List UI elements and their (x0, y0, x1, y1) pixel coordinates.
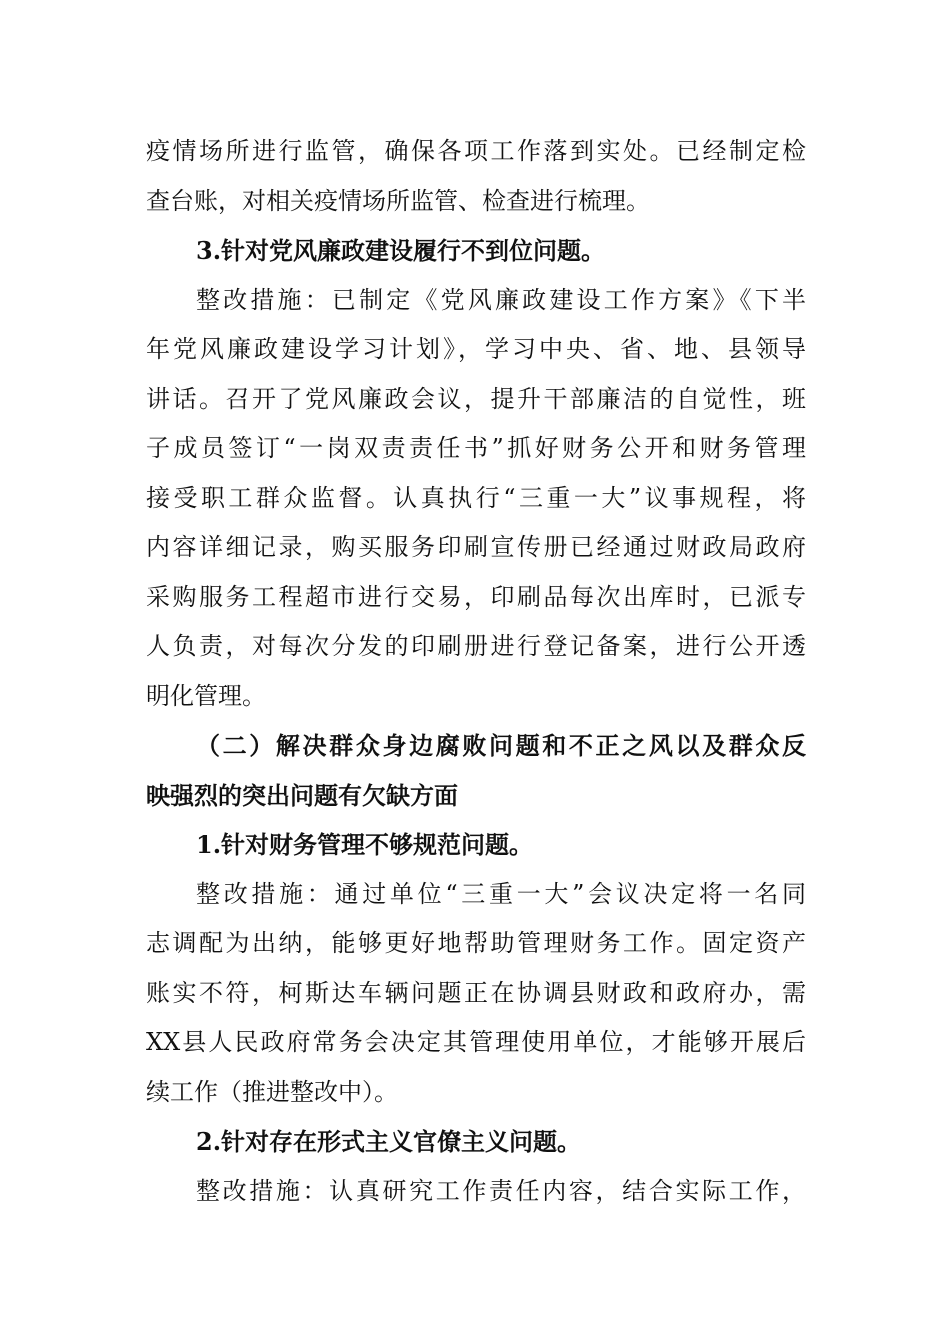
paragraph-line: 账实不符，柯斯达车辆问题正在协调县财政和政府办，需 (146, 978, 806, 1007)
paragraph-line: 续工作（推进整改中）。 (146, 1077, 398, 1106)
paragraph-line: 整改措施：通过单位“三重一大”会议决定将一名同 (196, 879, 806, 908)
paragraph-line: 内容详细记录，购买服务印刷宣传册已经通过财政局政府 (146, 533, 806, 561)
document-body (146, 127, 806, 1216)
section-heading: （二）解决群众身边腐败问题和不正之风以及群众反 (196, 731, 806, 760)
paragraph-line: 年党风廉政建设学习计划》，学习中央、省、地、县领导 (146, 335, 806, 363)
paragraph-line: 接受职工群众监督。认真执行“三重一大”议事规程，将 (146, 483, 806, 512)
paragraph-line: 整改措施：认真研究工作责任内容，结合实际工作， (196, 1176, 806, 1205)
paragraph-line: 子成员签订“一岗双责责任书”抓好财务公开和财务管理 (146, 434, 806, 462)
paragraph-line: 志调配为出纳，能够更好地帮助管理财务工作。固定资产 (146, 929, 806, 957)
paragraph-line: 讲话。召开了党风廉政会议，提升干部廉洁的自觉性，班 (146, 384, 806, 413)
section-heading: 2.针对存在形式主义官僚主义问题。 (196, 1127, 582, 1156)
section-heading: 1.针对财务管理不够规范问题。 (196, 830, 534, 859)
paragraph-line: 明化管理。 (146, 681, 266, 710)
section-heading: 3.针对党风廉政建设履行不到位问题。 (196, 236, 606, 265)
paragraph-line: XX县人民政府常务会决定其管理使用单位，才能够开展后 (146, 1028, 806, 1056)
section-heading: 映强烈的突出问题有欠缺方面 (146, 780, 458, 810)
paragraph-line: 人负责，对每次分发的印刷册进行登记备案，进行公开透 (146, 632, 806, 660)
paragraph-line: 采购服务工程超市进行交易，印刷品每次出库时，已派专 (146, 582, 806, 611)
paragraph-line: 整改措施：已制定《党风廉政建设工作方案》《下半 (196, 285, 806, 314)
paragraph-line: 查台账，对相关疫情场所监管、检查进行梳理。 (146, 186, 650, 215)
paragraph-line: 疫情场所进行监管，确保各项工作落到实处。已经制定检 (146, 137, 806, 165)
